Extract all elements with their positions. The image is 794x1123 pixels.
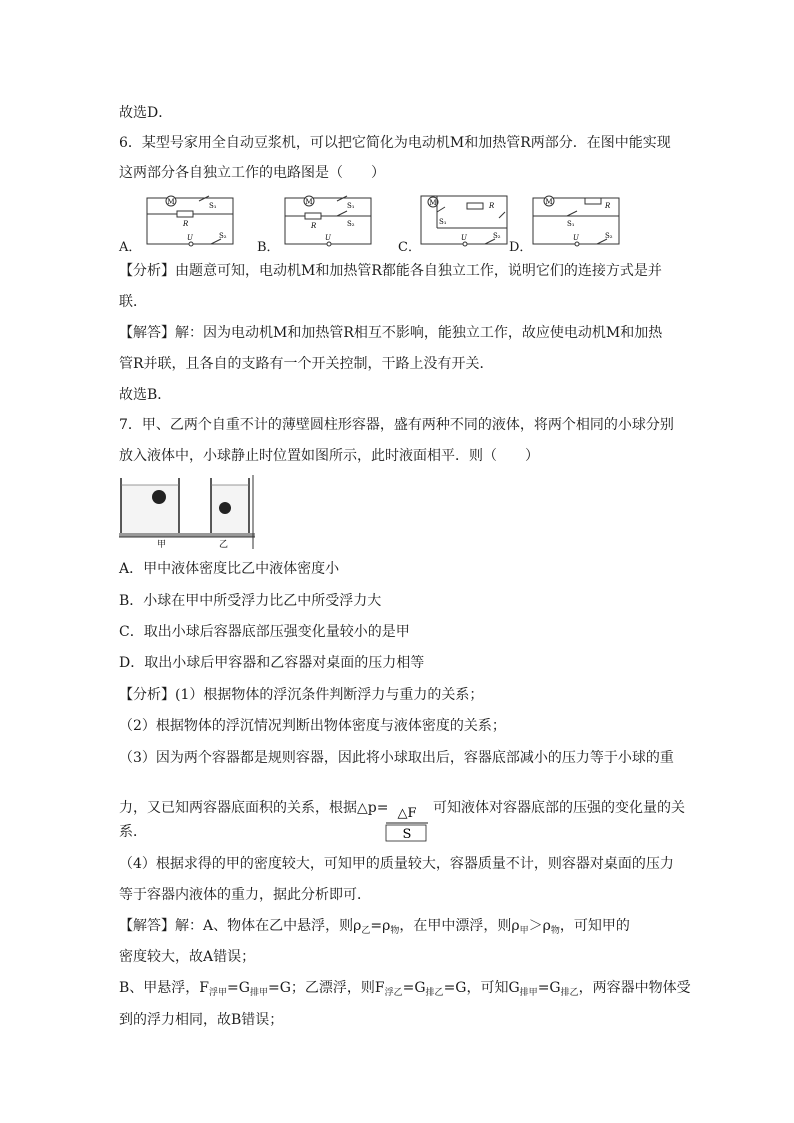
analysis-text: 【分析】由题意可知，电动机M和加热管R都能各自独立工作，说明它们的连接方式是并: [119, 263, 662, 279]
question-7-text: 7．甲、乙两个自重不计的薄壁圆柱形容器，盛有两种不同的液体，将两个相同的小球分别: [119, 417, 674, 433]
text-seg: ＞ρ: [528, 918, 551, 934]
subscript: 浮甲: [209, 988, 228, 998]
circuit-options: [119, 192, 679, 255]
text-seg: =G: [402, 980, 426, 996]
option-a: A．甲中液体密度比乙中液体密度小: [119, 561, 340, 577]
containers-figure: [119, 475, 255, 549]
question-7-text-cont: 放入液体中，小球静止时位置如图所示，此时液面相平．则（ ）: [119, 448, 539, 464]
r-label: R: [605, 202, 611, 210]
text-seg: ，两容器中物体受: [578, 980, 691, 996]
subscript: 排乙: [560, 988, 579, 998]
solution-line-4: 到的浮力相同，故B错误；: [119, 1012, 284, 1028]
analysis-7: 等于容器内液体的重力，据此分析即可．: [119, 887, 371, 903]
option-b: B．小球在甲中所受浮力比乙中所受浮力大: [119, 593, 382, 609]
analysis-3: （3）因为两个容器都是规则容器，因此将小球取出后，容器底部减小的压力等于小球的重: [119, 750, 674, 766]
option-a-label: A．: [119, 240, 142, 255]
option-d: D．取出小球后甲容器和乙容器对桌面的压力相等: [119, 655, 425, 671]
solution-text: 【解答】解：因为电动机M和加热管R相互不影响，能独立工作，故应使电动机M和加热: [119, 325, 663, 341]
u-label: U: [187, 234, 193, 242]
s1-label: S₁: [439, 218, 447, 226]
r-label: R: [489, 202, 495, 210]
s2-label: S₂: [219, 232, 227, 240]
subscript: 甲: [519, 926, 529, 936]
solution-text-cont: 管R并联，且各自的支路有一个开关控制，干路上没有开关．: [119, 356, 494, 372]
label-jia: 甲: [157, 540, 167, 549]
text-seg: B、甲悬浮，F: [119, 980, 210, 996]
analysis-4b: 可知液体对容器底部的压强的变化量的关: [433, 800, 685, 816]
solution-line-2: 密度较大，故A错误；: [119, 949, 256, 965]
question-6-text: 6．某型号家用全自动豆浆机，可以把它简化为电动机M和加热管R两部分．在图中能实现: [119, 135, 671, 151]
text-seg: =ρ: [370, 918, 391, 934]
question-6-text-cont: 这两部分各自独立工作的电路图是（ ）: [119, 165, 385, 181]
analysis-5: 系．: [119, 824, 147, 840]
subscript: 物: [550, 926, 560, 936]
subscript: 浮乙: [384, 988, 403, 998]
text-line: 故选D．: [119, 105, 173, 121]
label-yi: 乙: [219, 540, 229, 549]
fraction-delta-f-over-s: [384, 803, 430, 843]
motor-label: M: [305, 198, 313, 206]
r-label: R: [311, 222, 317, 230]
motor-label: M: [545, 198, 553, 206]
option-b-label: B．: [257, 240, 280, 255]
subscript: 排乙: [425, 988, 444, 998]
s2-label: S₂: [493, 232, 501, 240]
solution-line-1: [119, 916, 630, 941]
s2-label: S₂: [605, 232, 613, 240]
text-seg: =G；乙漂浮，则F: [267, 980, 385, 996]
text-seg: ，可知甲的: [559, 918, 630, 934]
answer-text: 故选B．: [119, 387, 172, 403]
analysis-6: （4）根据求得的甲的密度较大，可知甲的质量较大，容器质量不计，则容器对桌面的压力: [119, 856, 674, 872]
analysis-1: 【分析】(1）根据物体的浮沉条件判断浮力与重力的关系；: [119, 687, 484, 703]
text-seg: 【解答】解：A、物体在乙中悬浮，则ρ: [119, 918, 362, 934]
motor-label: M: [429, 199, 437, 207]
text-seg: =G，可知G: [443, 980, 520, 996]
r-label: R: [183, 220, 189, 228]
s1-label: S₁: [347, 202, 355, 210]
motor-label: M: [167, 198, 175, 206]
solution-line-3: [119, 978, 691, 1003]
ball-in-yi: [219, 502, 231, 514]
circuit-diagram-a: [141, 192, 237, 248]
s1-label: S₁: [567, 220, 575, 228]
subscript: 乙: [361, 926, 371, 936]
fraction-numerator: △F: [397, 806, 417, 821]
circuit-diagram-c: [415, 192, 511, 248]
s1-label: S₁: [209, 202, 217, 210]
text-seg: =G: [227, 980, 250, 996]
analysis-2: （2）根据物体的浮沉情况判断出物体密度与液体密度的关系；: [119, 718, 506, 734]
subscript: 物: [390, 926, 400, 936]
subscript: 排甲: [249, 988, 268, 998]
ball-in-jia: [152, 490, 166, 504]
u-label: U: [461, 234, 467, 242]
subscript: 排甲: [519, 988, 538, 998]
circuit-diagram-b: [279, 192, 375, 248]
s2-label: S₂: [347, 220, 355, 228]
fraction-denominator: S: [402, 827, 412, 842]
analysis-text-cont: 联．: [119, 294, 147, 310]
circuit-diagram-d: [527, 192, 623, 248]
option-d-label: D．: [509, 240, 533, 255]
u-label: U: [573, 234, 579, 242]
text-seg: =G: [537, 980, 561, 996]
option-c-label: C．: [398, 240, 421, 255]
u-label: U: [325, 234, 331, 242]
analysis-4a: 力，又已知两容器底面积的关系，根据△p=: [119, 800, 389, 816]
option-c: C．取出小球后容器底部压强变化量较小的是甲: [119, 624, 410, 640]
text-seg: ，在甲中漂浮，则ρ: [399, 918, 520, 934]
